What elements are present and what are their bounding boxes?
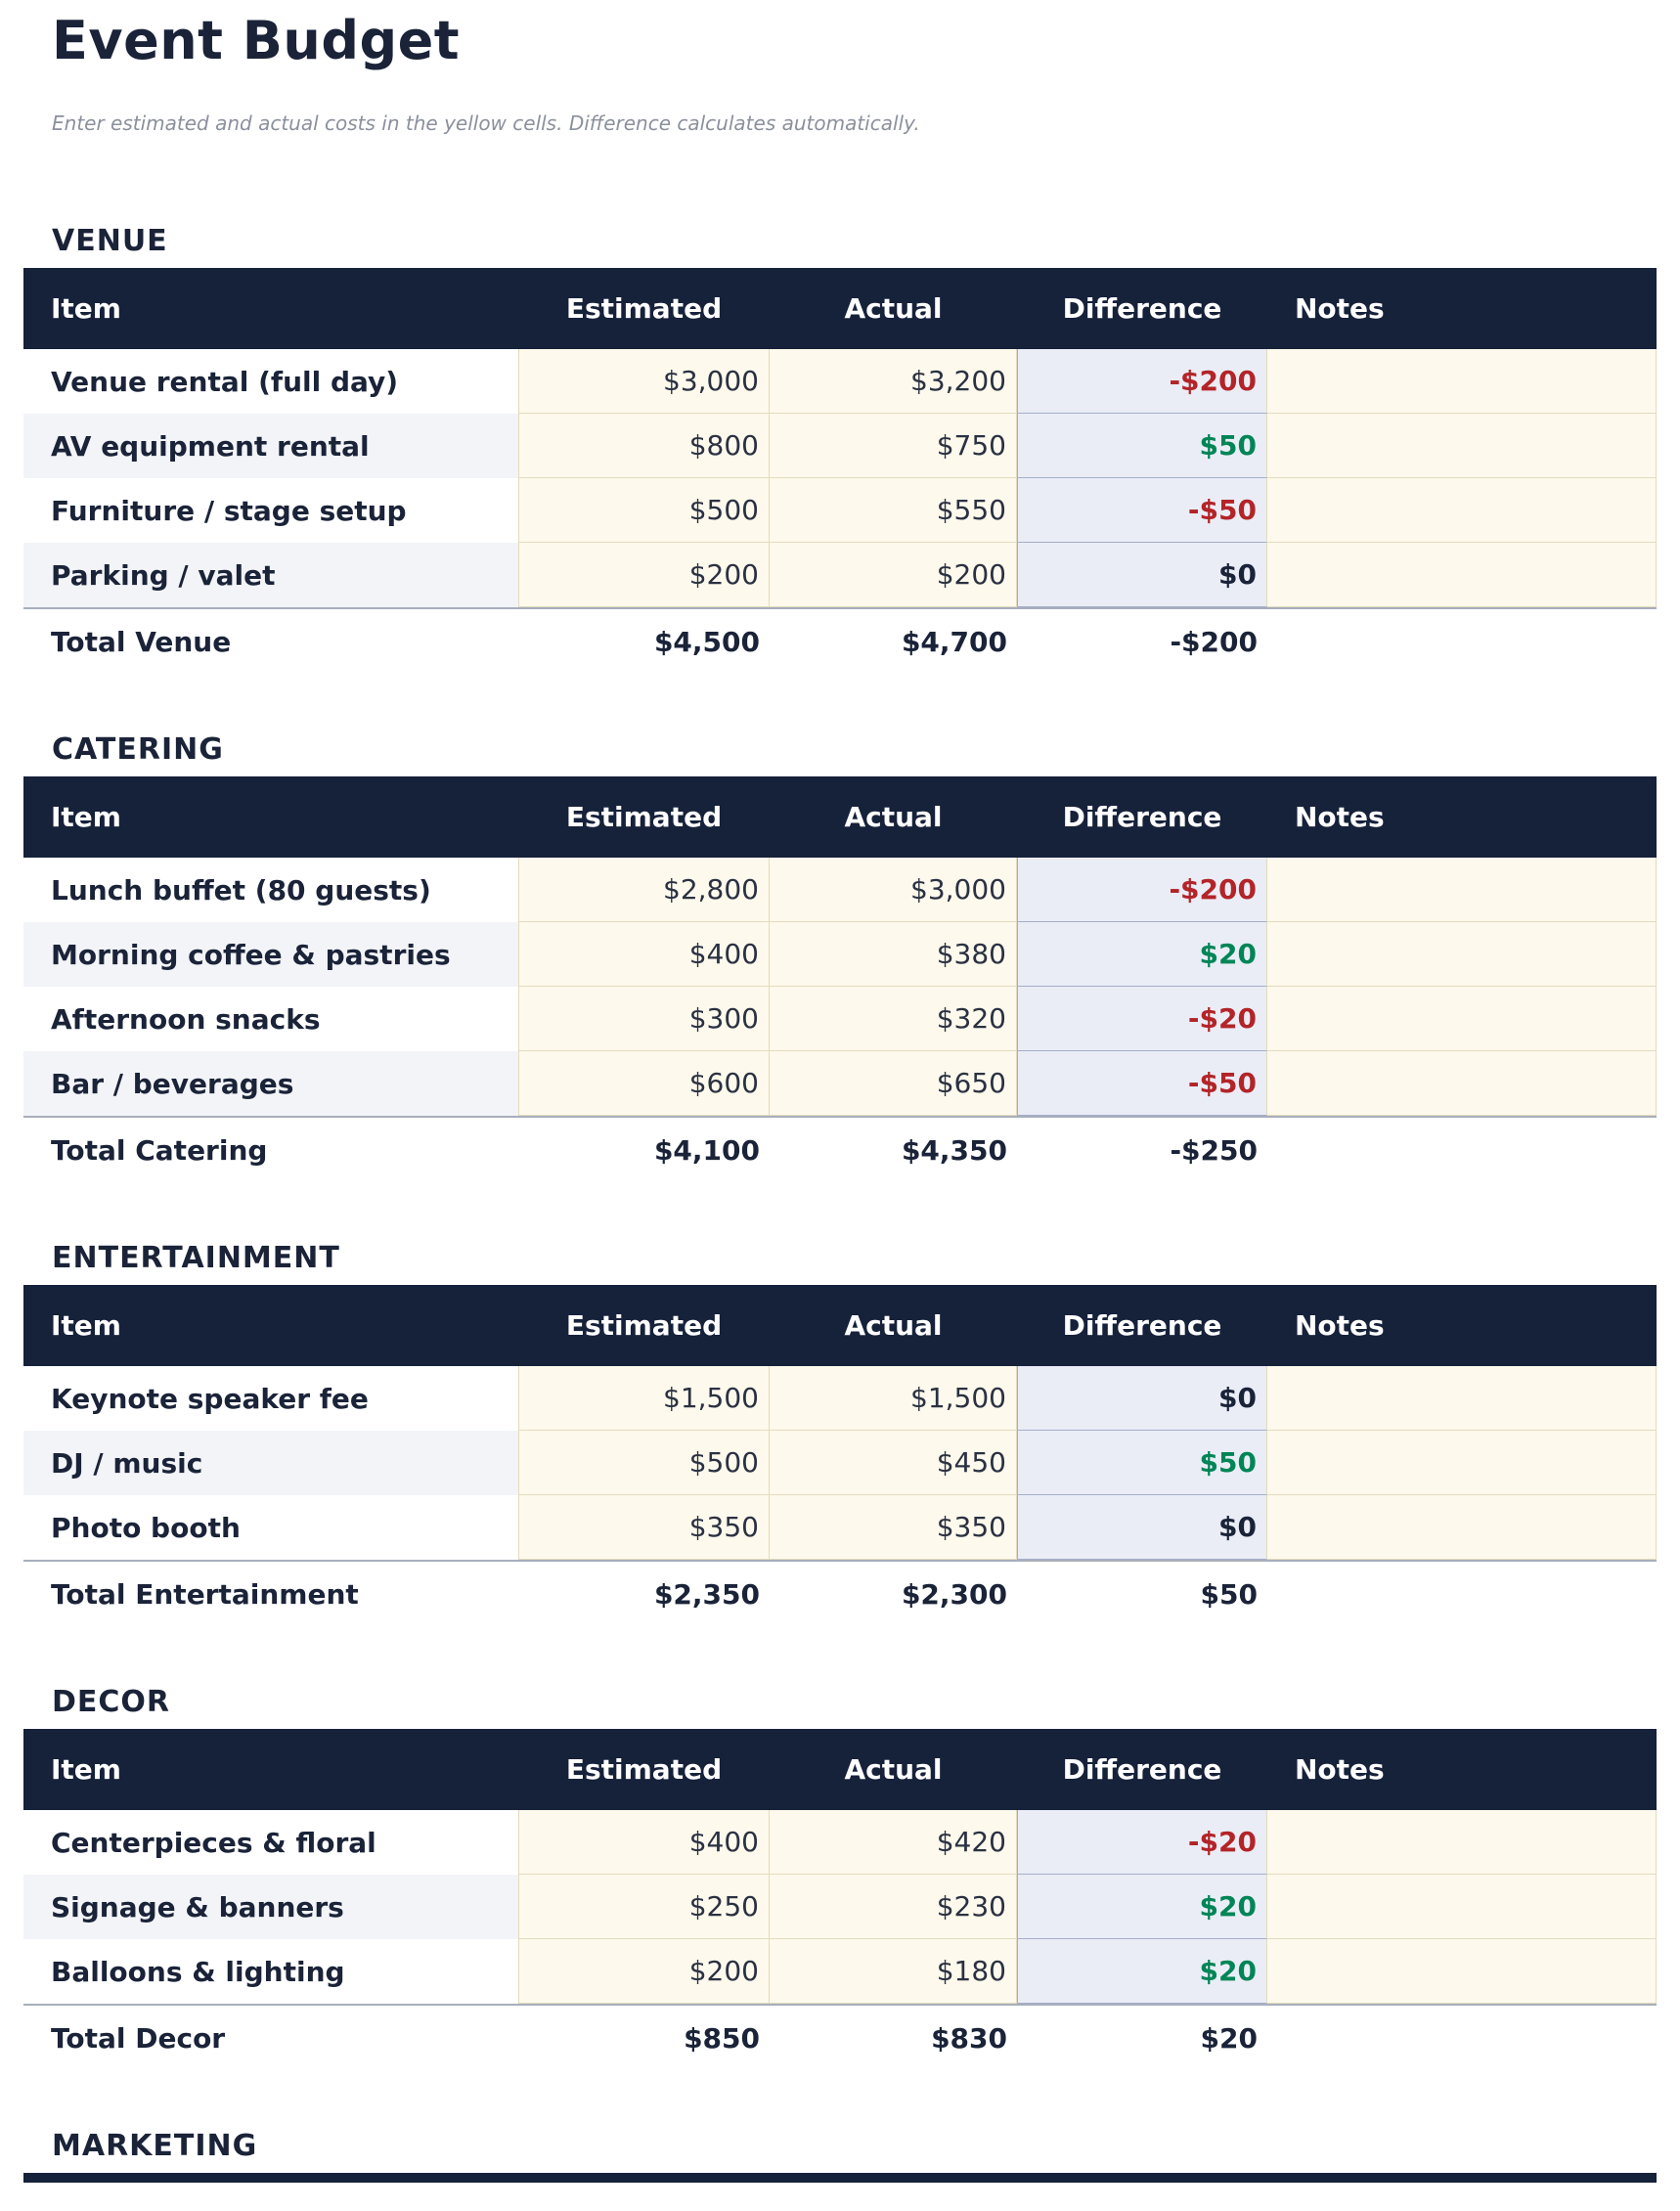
actual-input-cell[interactable]: $380 bbox=[770, 922, 1017, 987]
table-header-row bbox=[23, 776, 1657, 858]
section-title: VENUE bbox=[52, 224, 168, 258]
section-title: DECOR bbox=[52, 1685, 171, 1719]
column-header-item: Item bbox=[23, 268, 518, 349]
table-row bbox=[23, 858, 1657, 922]
column-header-difference: Difference bbox=[1017, 1285, 1267, 1366]
total-difference-value: -$200 bbox=[1017, 607, 1267, 675]
item-label-cell: Venue rental (full day) bbox=[23, 349, 518, 414]
estimated-input-cell[interactable]: $400 bbox=[518, 922, 770, 987]
difference-value-cell: -$50 bbox=[1017, 1051, 1267, 1116]
page-title: Event Budget bbox=[52, 10, 461, 71]
column-header-notes: Notes bbox=[1267, 1285, 1657, 1366]
total-estimated-value: $4,100 bbox=[518, 1116, 770, 1183]
estimated-input-cell[interactable]: $300 bbox=[518, 987, 770, 1051]
budget-section bbox=[23, 223, 1657, 675]
item-label-cell: Keynote speaker fee bbox=[23, 1366, 518, 1431]
item-label-cell: Lunch buffet (80 guests) bbox=[23, 858, 518, 922]
notes-input-cell[interactable] bbox=[1267, 1495, 1657, 1560]
table-row bbox=[23, 543, 1657, 607]
item-label-cell: Morning coffee & pastries bbox=[23, 922, 518, 987]
actual-input-cell[interactable]: $320 bbox=[770, 987, 1017, 1051]
actual-input-cell[interactable]: $750 bbox=[770, 414, 1017, 478]
difference-value-cell: -$50 bbox=[1017, 478, 1267, 543]
difference-value-cell: $0 bbox=[1017, 1495, 1267, 1560]
estimated-input-cell[interactable]: $200 bbox=[518, 543, 770, 607]
column-header-estimated: Estimated bbox=[518, 1729, 770, 1810]
estimated-input-cell[interactable]: $3,000 bbox=[518, 349, 770, 414]
item-label-cell: Balloons & lighting bbox=[23, 1939, 518, 2004]
column-header-estimated: Estimated bbox=[518, 776, 770, 858]
section-total-row bbox=[23, 1560, 1657, 1627]
page-header bbox=[0, 10, 1680, 137]
total-notes-spacer bbox=[1267, 607, 1657, 675]
budget-table bbox=[23, 776, 1657, 1183]
section-total-row bbox=[23, 607, 1657, 675]
column-header-actual: Actual bbox=[770, 1285, 1017, 1366]
total-actual-value: $830 bbox=[770, 2004, 1017, 2071]
notes-input-cell[interactable] bbox=[1267, 1051, 1657, 1116]
total-difference-value: $50 bbox=[1017, 1560, 1267, 1627]
table-row bbox=[23, 1366, 1657, 1431]
table-row bbox=[23, 1875, 1657, 1939]
table-row bbox=[23, 414, 1657, 478]
table-header-row bbox=[23, 1729, 1657, 1810]
budget-section bbox=[23, 1684, 1657, 2071]
section-total-row bbox=[23, 2004, 1657, 2071]
difference-value-cell: -$20 bbox=[1017, 987, 1267, 1051]
estimated-input-cell[interactable]: $250 bbox=[518, 1875, 770, 1939]
section-title: MARKETING bbox=[52, 2129, 258, 2163]
table-header-row bbox=[23, 268, 1657, 349]
column-header-item: Item bbox=[23, 776, 518, 858]
actual-input-cell[interactable]: $180 bbox=[770, 1939, 1017, 2004]
actual-input-cell[interactable]: $200 bbox=[770, 543, 1017, 607]
estimated-input-cell[interactable]: $600 bbox=[518, 1051, 770, 1116]
column-header-estimated: Estimated bbox=[518, 268, 770, 349]
table-row bbox=[23, 1051, 1657, 1116]
budget-section bbox=[23, 2128, 1657, 2183]
budget-table bbox=[23, 1285, 1657, 1627]
column-header-estimated: Estimated bbox=[518, 1285, 770, 1366]
table-row bbox=[23, 922, 1657, 987]
total-notes-spacer bbox=[1267, 1116, 1657, 1183]
notes-input-cell[interactable] bbox=[1267, 1810, 1657, 1875]
item-label-cell: Signage & banners bbox=[23, 1875, 518, 1939]
section-title: CATERING bbox=[52, 732, 224, 767]
budget-section bbox=[23, 731, 1657, 1183]
column-header-notes: Notes bbox=[1267, 1729, 1657, 1810]
item-label-cell: Parking / valet bbox=[23, 543, 518, 607]
actual-input-cell[interactable]: $450 bbox=[770, 1431, 1017, 1495]
page-subtitle: Enter estimated and actual costs in the yellow cells. Difference calculates automatically. bbox=[52, 111, 920, 135]
table-row bbox=[23, 349, 1657, 414]
estimated-input-cell[interactable]: $800 bbox=[518, 414, 770, 478]
estimated-input-cell[interactable]: $500 bbox=[518, 478, 770, 543]
table-header-row-clipped bbox=[23, 2173, 1657, 2183]
actual-input-cell[interactable]: $1,500 bbox=[770, 1366, 1017, 1431]
estimated-input-cell[interactable]: $2,800 bbox=[518, 858, 770, 922]
total-label: Total Catering bbox=[23, 1116, 518, 1183]
notes-input-cell[interactable] bbox=[1267, 349, 1657, 414]
notes-input-cell[interactable] bbox=[1267, 543, 1657, 607]
column-header-actual: Actual bbox=[770, 776, 1017, 858]
table-row bbox=[23, 1939, 1657, 2004]
estimated-input-cell[interactable]: $200 bbox=[518, 1939, 770, 2004]
column-header-actual: Actual bbox=[770, 1729, 1017, 1810]
difference-value-cell: $20 bbox=[1017, 1875, 1267, 1939]
item-label-cell: Afternoon snacks bbox=[23, 987, 518, 1051]
difference-value-cell: -$200 bbox=[1017, 858, 1267, 922]
item-label-cell: Furniture / stage setup bbox=[23, 478, 518, 543]
difference-value-cell: $50 bbox=[1017, 414, 1267, 478]
difference-value-cell: $0 bbox=[1017, 543, 1267, 607]
notes-input-cell[interactable] bbox=[1267, 987, 1657, 1051]
total-actual-value: $4,350 bbox=[770, 1116, 1017, 1183]
estimated-input-cell[interactable]: $400 bbox=[518, 1810, 770, 1875]
item-label-cell: DJ / music bbox=[23, 1431, 518, 1495]
column-header-actual: Actual bbox=[770, 268, 1017, 349]
total-estimated-value: $2,350 bbox=[518, 1560, 770, 1627]
actual-input-cell[interactable]: $650 bbox=[770, 1051, 1017, 1116]
actual-input-cell[interactable]: $350 bbox=[770, 1495, 1017, 1560]
actual-input-cell[interactable]: $550 bbox=[770, 478, 1017, 543]
budget-section bbox=[23, 1240, 1657, 1627]
item-label-cell: Photo booth bbox=[23, 1495, 518, 1560]
total-notes-spacer bbox=[1267, 2004, 1657, 2071]
actual-input-cell[interactable]: $420 bbox=[770, 1810, 1017, 1875]
notes-input-cell[interactable] bbox=[1267, 414, 1657, 478]
difference-value-cell: -$200 bbox=[1017, 349, 1267, 414]
total-difference-value: -$250 bbox=[1017, 1116, 1267, 1183]
total-estimated-value: $4,500 bbox=[518, 607, 770, 675]
budget-table bbox=[23, 1729, 1657, 2071]
table-row bbox=[23, 478, 1657, 543]
table-header-row bbox=[23, 1285, 1657, 1366]
notes-input-cell[interactable] bbox=[1267, 1939, 1657, 2004]
actual-input-cell[interactable]: $3,200 bbox=[770, 349, 1017, 414]
notes-input-cell[interactable] bbox=[1267, 858, 1657, 922]
budget-sections bbox=[0, 223, 1680, 2183]
total-actual-value: $2,300 bbox=[770, 1560, 1017, 1627]
column-header-notes: Notes bbox=[1267, 268, 1657, 349]
item-label-cell: AV equipment rental bbox=[23, 414, 518, 478]
total-estimated-value: $850 bbox=[518, 2004, 770, 2071]
estimated-input-cell[interactable]: $500 bbox=[518, 1431, 770, 1495]
table-row bbox=[23, 1431, 1657, 1495]
item-label-cell: Bar / beverages bbox=[23, 1051, 518, 1116]
total-label: Total Entertainment bbox=[23, 1560, 518, 1627]
total-label: Total Venue bbox=[23, 607, 518, 675]
column-header-difference: Difference bbox=[1017, 268, 1267, 349]
section-total-row bbox=[23, 1116, 1657, 1183]
actual-input-cell[interactable]: $230 bbox=[770, 1875, 1017, 1939]
total-actual-value: $4,700 bbox=[770, 607, 1017, 675]
estimated-input-cell[interactable]: $350 bbox=[518, 1495, 770, 1560]
difference-value-cell: -$20 bbox=[1017, 1810, 1267, 1875]
difference-value-cell: $20 bbox=[1017, 1939, 1267, 2004]
notes-input-cell[interactable] bbox=[1267, 478, 1657, 543]
total-label: Total Decor bbox=[23, 2004, 518, 2071]
column-header-difference: Difference bbox=[1017, 1729, 1267, 1810]
total-notes-spacer bbox=[1267, 1560, 1657, 1627]
difference-value-cell: $50 bbox=[1017, 1431, 1267, 1495]
section-title: ENTERTAINMENT bbox=[52, 1241, 340, 1275]
table-row bbox=[23, 1810, 1657, 1875]
notes-input-cell[interactable] bbox=[1267, 922, 1657, 987]
actual-input-cell[interactable]: $3,000 bbox=[770, 858, 1017, 922]
estimated-input-cell[interactable]: $1,500 bbox=[518, 1366, 770, 1431]
column-header-item: Item bbox=[23, 1729, 518, 1810]
difference-value-cell: $0 bbox=[1017, 1366, 1267, 1431]
item-label-cell: Centerpieces & floral bbox=[23, 1810, 518, 1875]
column-header-difference: Difference bbox=[1017, 776, 1267, 858]
column-header-item: Item bbox=[23, 1285, 518, 1366]
total-difference-value: $20 bbox=[1017, 2004, 1267, 2071]
notes-input-cell[interactable] bbox=[1267, 1366, 1657, 1431]
difference-value-cell: $20 bbox=[1017, 922, 1267, 987]
table-row bbox=[23, 1495, 1657, 1560]
notes-input-cell[interactable] bbox=[1267, 1431, 1657, 1495]
table-row bbox=[23, 987, 1657, 1051]
column-header-notes: Notes bbox=[1267, 776, 1657, 858]
budget-table bbox=[23, 268, 1657, 675]
notes-input-cell[interactable] bbox=[1267, 1875, 1657, 1939]
